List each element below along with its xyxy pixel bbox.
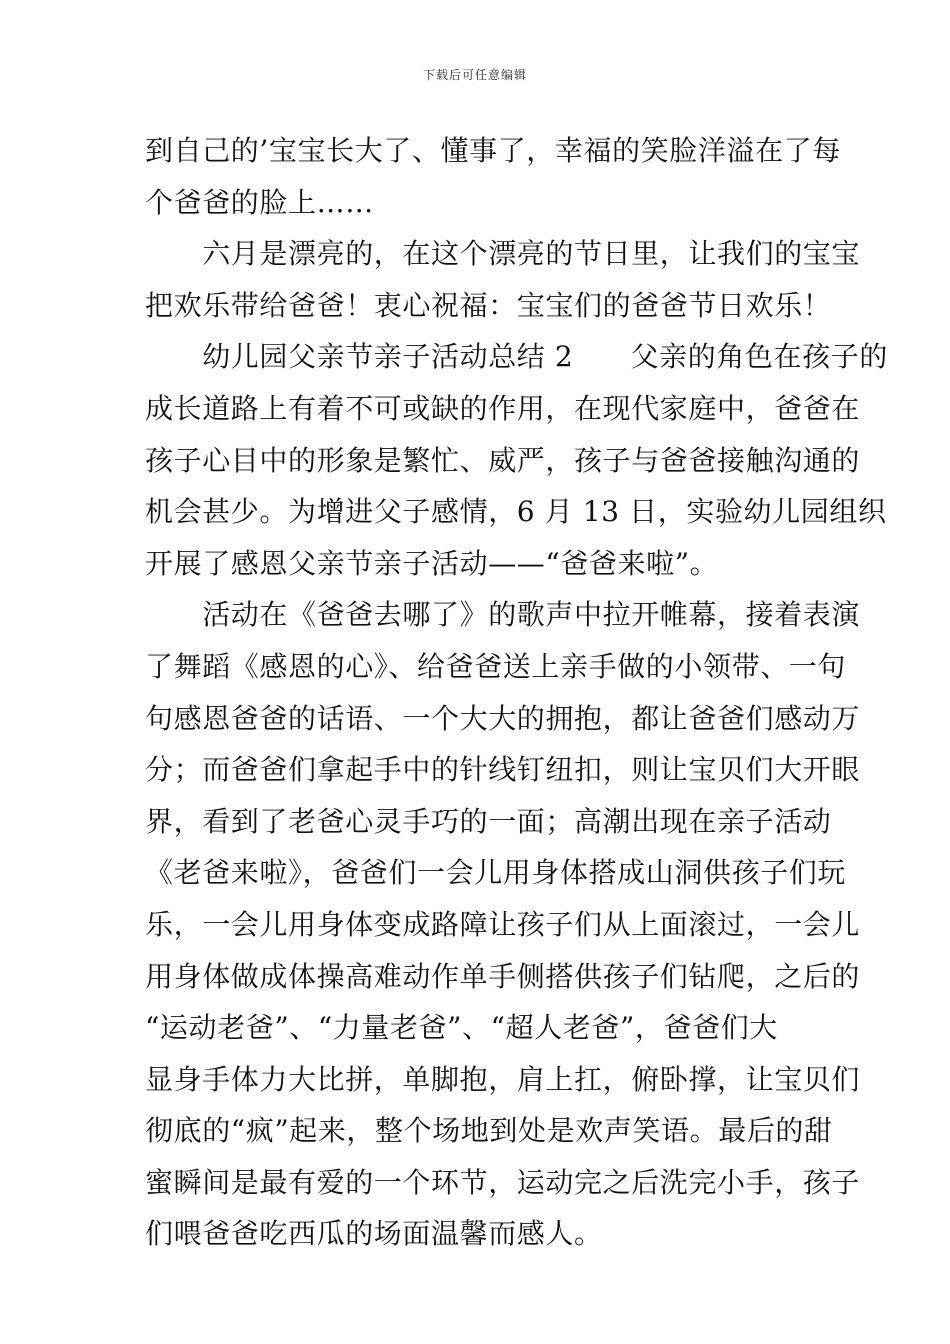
body-line: 到自己的’宝宝长大了、懂事了，幸福的笑脸洋溢在了每	[145, 134, 841, 167]
body-line: 蜜瞬间是最有爱的一个环节，运动完之后洗完小手，孩子	[145, 1165, 861, 1199]
body-line: 个爸爸的脸上……	[145, 185, 374, 219]
body-line: 机会甚少。为增进父子感情，6 月 13 日，实验幼儿园组织	[145, 495, 887, 529]
body-line: 《老爸来啦》，爸爸们一会儿用身体搭成山洞供孩子们玩	[145, 856, 847, 890]
body-line: 显身手体力大比拼，单脚抱，肩上扛，俯卧撑，让宝贝们	[145, 1062, 861, 1096]
body-line: 成长道路上有着不可或缺的作用，在现代家庭中，爸爸在	[145, 391, 861, 425]
body-line: 用身体做成体操高难动作单手侧搭供孩子们钻爬，之后的	[145, 959, 861, 993]
body-line: 了舞蹈《感恩的心》、给爸爸送上亲手做的小领带、一句	[145, 649, 847, 683]
body-line: 活动在《爸爸去哪了》的歌声中拉开帷幕，接着表演	[145, 598, 861, 632]
body-line: 把欢乐带给爸爸！衷心祝福：宝宝们的爸爸节日欢乐！	[145, 288, 832, 322]
body-line: 六月是漂亮的，在这个漂亮的节日里，让我们的宝宝	[145, 237, 861, 271]
body-line: 分；而爸爸们拿起手中的针线钉纽扣，则让宝贝们大开眼	[145, 753, 861, 787]
body-line: 彻底的“疯”起来，整个场地到处是欢声笑语。最后的甜	[145, 1114, 833, 1148]
body-line: 句感恩爸爸的话语、一个大大的拥抱，都让爸爸们感动万	[145, 701, 861, 735]
body-line: 们喂爸爸吃西瓜的场面温馨而感人。	[145, 1217, 603, 1251]
document-body	[145, 125, 888, 1260]
body-line: 幼儿园父亲节亲子活动总结 2 父亲的角色在孩子的	[145, 340, 888, 374]
page-header: 下载后可任意编辑	[422, 68, 527, 82]
body-line: “运动老爸”、“力量老爸”、“超人老爸”，爸爸们大	[145, 1011, 778, 1045]
body-line: 乐，一会儿用身体变成路障让孩子们从上面滚过，一会儿	[145, 907, 861, 941]
body-line: 界，看到了老爸心灵手巧的一面；高潮出现在亲子活动	[145, 804, 832, 838]
body-line: 开展了感恩父亲节亲子活动——“爸爸来啦”。	[145, 546, 719, 580]
body-line: 孩子心目中的形象是繁忙、威严，孩子与爸爸接触沟通的	[145, 443, 861, 477]
